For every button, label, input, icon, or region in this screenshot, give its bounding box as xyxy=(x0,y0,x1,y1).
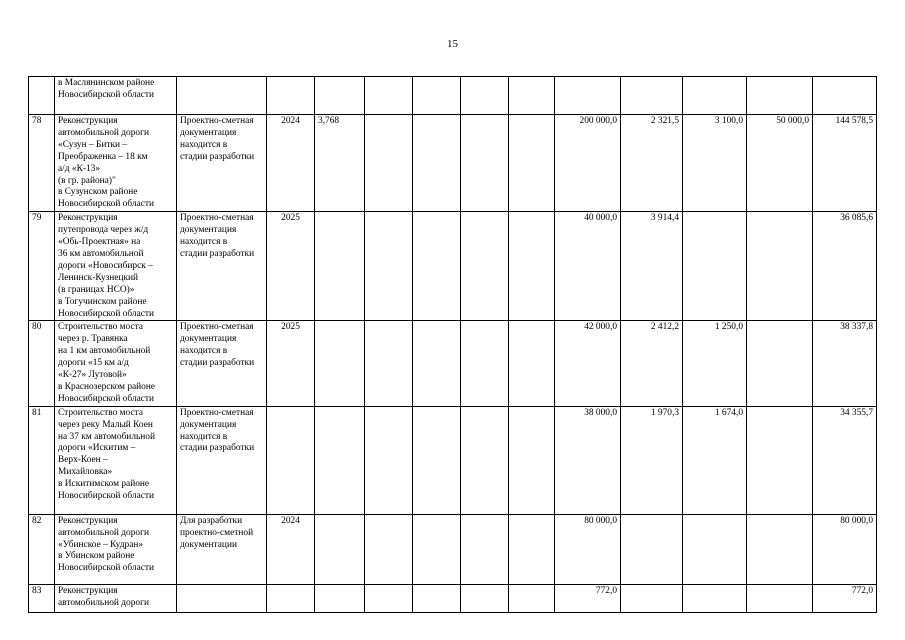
table-row xyxy=(29,514,877,584)
cell-length xyxy=(315,406,365,514)
cell-total xyxy=(555,77,621,115)
cell-empty xyxy=(461,115,509,212)
cell-c2 xyxy=(683,584,747,612)
cell-c1: 3 914,4 xyxy=(621,212,683,321)
cell-c1: 2 321,5 xyxy=(621,115,683,212)
cell-length xyxy=(315,77,365,115)
budget-table xyxy=(28,76,877,613)
cell-empty xyxy=(413,406,461,514)
cell-status: Для разработки проектно-сметной документации xyxy=(177,514,267,584)
cell-total: 772,0 xyxy=(555,584,621,612)
cell-no: 81 xyxy=(29,406,55,514)
cell-c4: 36 085,6 xyxy=(813,212,877,321)
cell-name: Строительство моста через реку Малый Коен на 37 км автомобильной дороги «Искитим – Верх-Коен – Михайловка» в Искитимском районе Новосибирской области xyxy=(55,406,177,514)
cell-c1: 1 970,3 xyxy=(621,406,683,514)
cell-c3: 50 000,0 xyxy=(747,115,813,212)
cell-empty xyxy=(413,77,461,115)
cell-empty xyxy=(365,321,413,406)
cell-c1 xyxy=(621,514,683,584)
cell-empty xyxy=(413,514,461,584)
cell-year: 2025 xyxy=(267,212,315,321)
cell-empty xyxy=(509,115,555,212)
cell-status xyxy=(177,77,267,115)
cell-empty xyxy=(461,514,509,584)
cell-empty xyxy=(509,514,555,584)
cell-c3 xyxy=(747,584,813,612)
cell-c3 xyxy=(747,514,813,584)
cell-total: 200 000,0 xyxy=(555,115,621,212)
cell-year: 2024 xyxy=(267,115,315,212)
cell-name: Реконструкция автомобильной дороги «Убинское – Кудран» в Убинском районе Новосибирской области xyxy=(55,514,177,584)
cell-empty xyxy=(509,406,555,514)
cell-c1: 2 412,2 xyxy=(621,321,683,406)
cell-empty xyxy=(413,321,461,406)
cell-c4: 34 355,7 xyxy=(813,406,877,514)
cell-c4 xyxy=(813,77,877,115)
cell-empty xyxy=(413,212,461,321)
cell-c4: 38 337,8 xyxy=(813,321,877,406)
cell-no xyxy=(29,77,55,115)
cell-status: Проектно-сметная документация находится в стадии разработки xyxy=(177,212,267,321)
cell-year xyxy=(267,406,315,514)
cell-empty xyxy=(365,406,413,514)
cell-c3 xyxy=(747,77,813,115)
cell-empty xyxy=(509,584,555,612)
table-row xyxy=(29,115,877,212)
cell-status: Проектно-сметная документация находится в стадии разработки xyxy=(177,321,267,406)
cell-name: Строительство моста через р. Травянка на 1 км автомобильной дороги «15 км а/д «К-27» Лутовой» в Краснозерском районе Новосибирской области xyxy=(55,321,177,406)
cell-empty xyxy=(461,584,509,612)
cell-empty xyxy=(365,77,413,115)
page-number: 15 xyxy=(447,38,458,50)
cell-name: Реконструкция путепровода через ж/д «Обь-Проектная» на 36 км автомобильной дороги «Новосибирск – Ленинск-Кузнецкий (в границах НСО)» в Тогучинском районе Новосибирской области xyxy=(55,212,177,321)
cell-no: 78 xyxy=(29,115,55,212)
cell-total: 40 000,0 xyxy=(555,212,621,321)
table-row xyxy=(29,212,877,321)
cell-empty xyxy=(509,321,555,406)
cell-no: 79 xyxy=(29,212,55,321)
cell-no: 80 xyxy=(29,321,55,406)
cell-c2: 3 100,0 xyxy=(683,115,747,212)
cell-length xyxy=(315,212,365,321)
cell-year xyxy=(267,584,315,612)
cell-length xyxy=(315,321,365,406)
table-row xyxy=(29,77,877,115)
table-row xyxy=(29,584,877,612)
cell-status: Проектно-сметная документация находится в стадии разработки xyxy=(177,115,267,212)
cell-c2: 1 250,0 xyxy=(683,321,747,406)
cell-no: 83 xyxy=(29,584,55,612)
cell-year: 2024 xyxy=(267,514,315,584)
cell-empty xyxy=(461,321,509,406)
cell-length xyxy=(315,584,365,612)
cell-empty xyxy=(365,584,413,612)
table-row xyxy=(29,406,877,514)
cell-length xyxy=(315,514,365,584)
cell-length: 3,768 xyxy=(315,115,365,212)
cell-c4: 772,0 xyxy=(813,584,877,612)
cell-c2 xyxy=(683,514,747,584)
cell-empty xyxy=(413,584,461,612)
cell-status xyxy=(177,584,267,612)
cell-empty xyxy=(365,115,413,212)
cell-c1 xyxy=(621,584,683,612)
cell-c3 xyxy=(747,212,813,321)
cell-c2 xyxy=(683,212,747,321)
cell-empty xyxy=(461,212,509,321)
table-row xyxy=(29,321,877,406)
cell-empty xyxy=(461,77,509,115)
cell-empty xyxy=(461,406,509,514)
cell-total: 80 000,0 xyxy=(555,514,621,584)
cell-empty xyxy=(509,77,555,115)
cell-name: Реконструкция автомобильной дороги xyxy=(55,584,177,612)
cell-c2 xyxy=(683,77,747,115)
cell-name: Реконструкция автомобильной дороги «Сузун – Битки – Преображенка – 18 км а/д «К-13» (в гр. района)" в Сузунском районе Новосибирской области xyxy=(55,115,177,212)
cell-year: 2025 xyxy=(267,321,315,406)
cell-c4: 80 000,0 xyxy=(813,514,877,584)
cell-empty xyxy=(365,212,413,321)
cell-empty xyxy=(509,212,555,321)
cell-c3 xyxy=(747,321,813,406)
cell-no: 82 xyxy=(29,514,55,584)
cell-total: 38 000,0 xyxy=(555,406,621,514)
cell-empty xyxy=(413,115,461,212)
cell-total: 42 000,0 xyxy=(555,321,621,406)
cell-empty xyxy=(365,514,413,584)
cell-name: в Маслянинском районе Новосибирской области xyxy=(55,77,177,115)
cell-c4: 144 578,5 xyxy=(813,115,877,212)
cell-c1 xyxy=(621,77,683,115)
cell-status: Проектно-сметная документация находится в стадии разработки xyxy=(177,406,267,514)
cell-c3 xyxy=(747,406,813,514)
cell-year xyxy=(267,77,315,115)
cell-c2: 1 674,0 xyxy=(683,406,747,514)
